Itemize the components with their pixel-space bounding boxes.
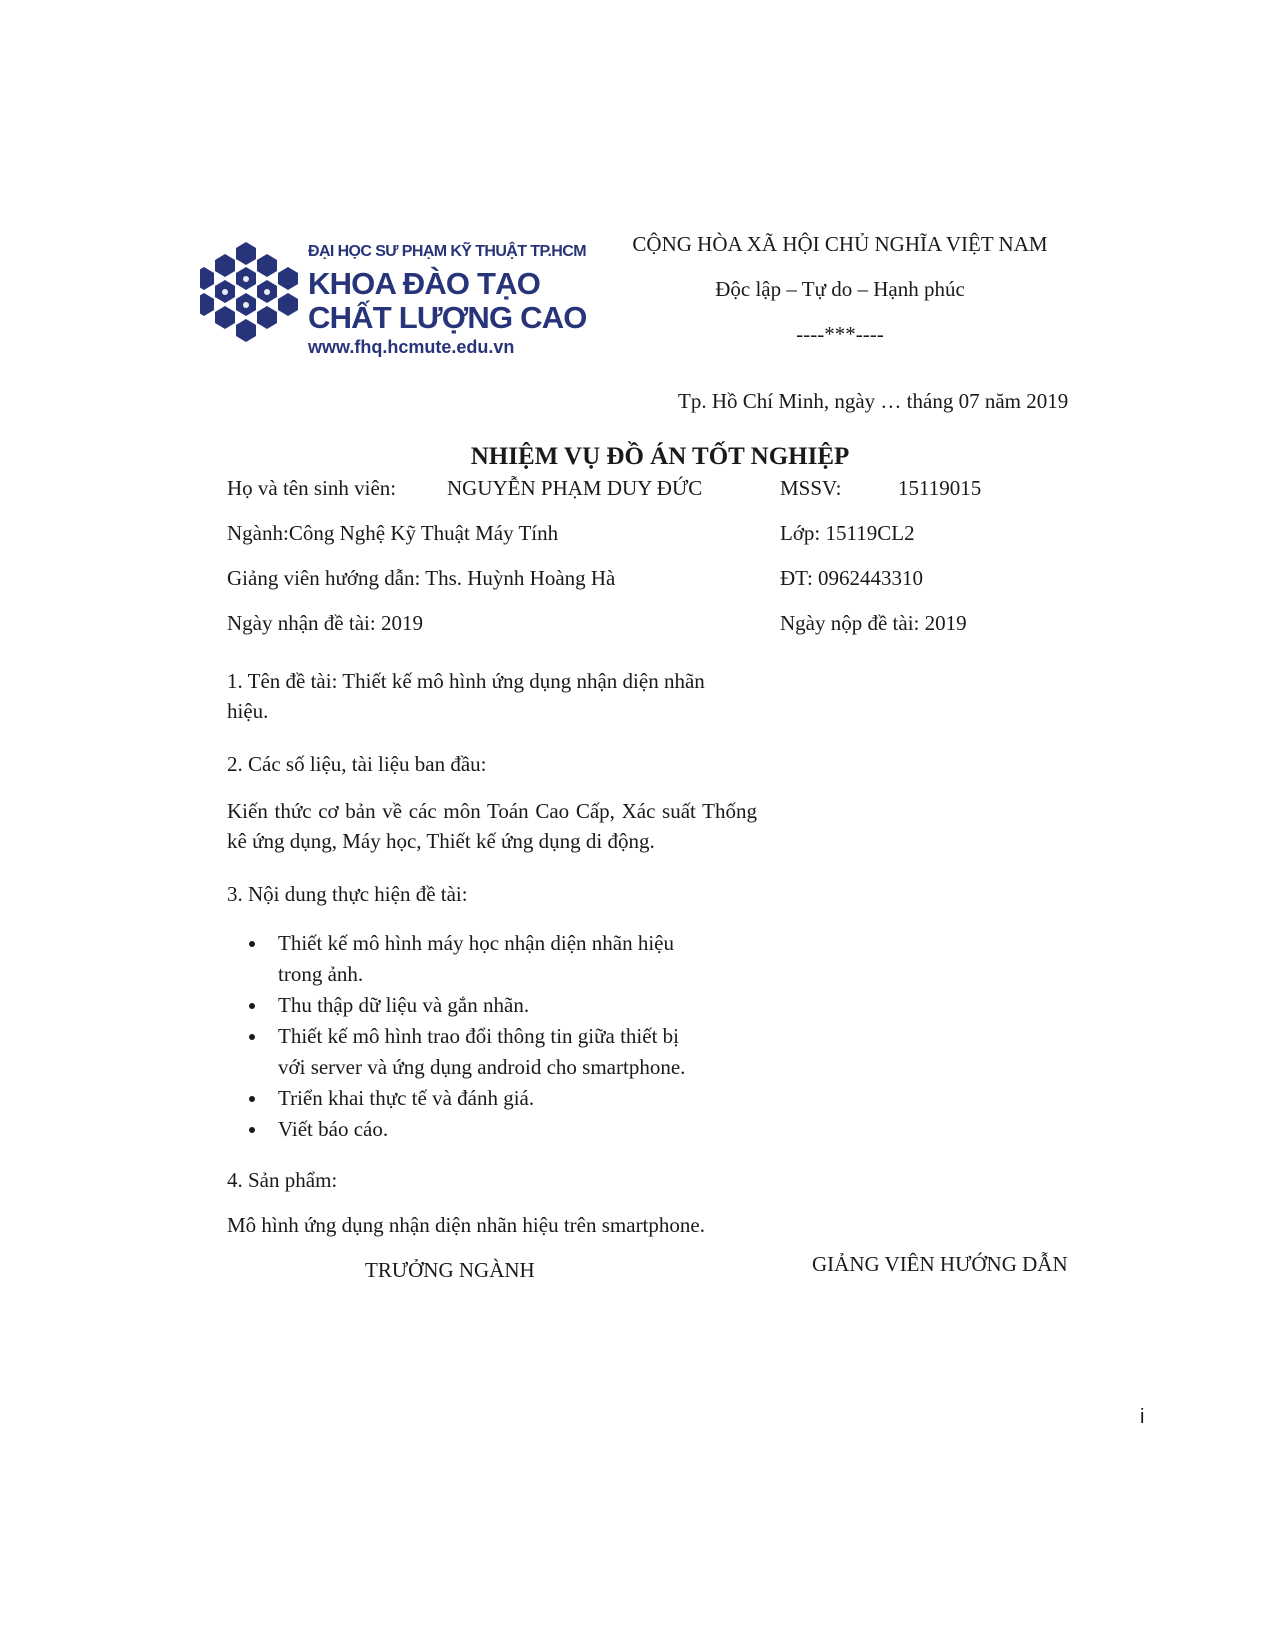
section-3-heading: 3. Nội dung thực hiện đề tài:: [227, 882, 468, 906]
hexagon-logo-icon: [200, 240, 304, 348]
student-name-label: Họ và tên sinh viên:: [227, 476, 397, 500]
republic-heading: CỘNG HÒA XÃ HỘI CHỦ NGHĨA VIỆT NAM: [632, 232, 1048, 256]
faculty-logo: [200, 240, 587, 360]
date-line: Tp. Hồ Chí Minh, ngày … tháng 07 năm 2019: [678, 389, 1069, 413]
head-of-department-signature: TRƯỞNG NGÀNH: [365, 1258, 535, 1282]
logo-faculty-line2: CHẤT LƯỢNG CAO: [308, 300, 587, 335]
logo-university-name: ĐẠI HỌC SƯ PHẠM KỸ THUẬT TP.HCM: [308, 243, 586, 260]
document-title: NHIỆM VỤ ĐỒ ÁN TỐT NGHIỆP: [470, 443, 850, 470]
advisor-field: Giảng viên hướng dẫn: Ths. Huỳnh Hoàng Hà: [227, 566, 616, 590]
page-number: i: [1140, 1406, 1145, 1428]
logo-website: www.fhq.hcmute.edu.vn: [308, 337, 515, 357]
section-2-heading: 2. Các số liệu, tài liệu ban đầu:: [227, 752, 487, 776]
student-name-value: NGUYỄN PHẠM DUY ĐỨC: [447, 476, 703, 500]
section-1-topic: 1. Tên đề tài: Thiết kế mô hình ứng dụng nhận diện nhãn hiệu.: [227, 669, 705, 723]
submit-date-field: Ngày nộp đề tài: 2019: [780, 611, 967, 635]
advisor-signature: GIẢNG VIÊN HƯỚNG DẪN: [812, 1252, 1068, 1276]
list-item: • Thu thập dữ liệu và gắn nhãn.: [268, 990, 708, 1021]
list-item: • Thiết kế mô hình trao đổi thông tin giữa thiết bị với server và ứng dụng android cho smartphone.: [268, 1021, 708, 1083]
mssv-label: MSSV:: [780, 476, 842, 500]
mssv-value: 15119015: [898, 476, 982, 500]
section-4-heading: 4. Sản phẩm:: [227, 1168, 338, 1192]
list-item: • Viết báo cáo.: [268, 1114, 708, 1145]
received-date-field: Ngày nhận đề tài: 2019: [227, 611, 423, 635]
list-item: • Thiết kế mô hình máy học nhận diện nhãn hiệu trong ảnh.: [268, 928, 708, 990]
task-list: [236, 928, 708, 1145]
phone-field: ĐT: 0962443310: [780, 566, 924, 590]
section-4-body: Mô hình ứng dụng nhận diện nhãn hiệu trên smartphone.: [227, 1213, 705, 1237]
logo-faculty-line1: KHOA ĐÀO TẠO: [308, 266, 541, 301]
motto-separator: ----***----: [796, 322, 884, 346]
class-field: Lớp: 15119CL2: [780, 521, 915, 545]
section-2-body: Kiến thức cơ bản về các môn Toán Cao Cấp, Xác suất Thống kê ứng dụng, Máy học, Thiết kế ứng dụng di động.: [227, 799, 757, 853]
major-field: Ngành:Công Nghệ Kỹ Thuật Máy Tính: [227, 521, 559, 545]
national-motto: Độc lập – Tự do – Hạnh phúc: [715, 277, 965, 301]
list-item: • Triển khai thực tế và đánh giá.: [268, 1083, 708, 1114]
